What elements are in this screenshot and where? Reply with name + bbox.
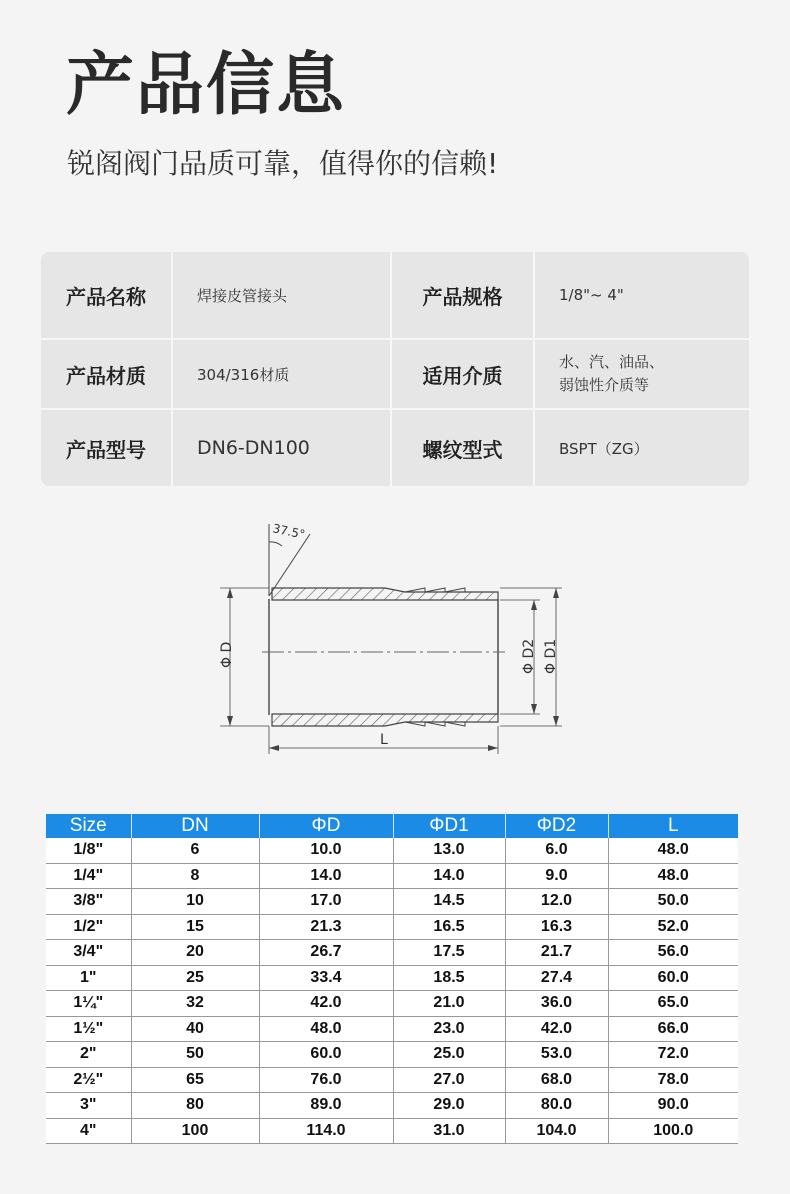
cell-dn: 20 <box>131 940 259 966</box>
cell-size: 1" <box>46 965 131 991</box>
col-header-l: L <box>608 814 738 838</box>
cell-phid2: 12.0 <box>505 889 608 915</box>
cell-size: 3/4" <box>46 940 131 966</box>
product-spec-value: 1/8"~ 4" <box>535 252 749 340</box>
cell-size: 3" <box>46 1093 131 1119</box>
cell-phid1: 23.0 <box>393 1016 505 1042</box>
cell-phid2: 68.0 <box>505 1067 608 1093</box>
cell-phid1: 27.0 <box>393 1067 505 1093</box>
cell-phid: 48.0 <box>259 1016 393 1042</box>
cell-phid2: 36.0 <box>505 991 608 1017</box>
applicable-medium-line-1: 水、汽、油品、 <box>559 352 665 371</box>
col-header-dn: DN <box>131 814 259 838</box>
table-row <box>46 940 738 966</box>
cell-size: 1/4" <box>46 863 131 889</box>
cell-phid2: 80.0 <box>505 1093 608 1119</box>
dim-d1-label: Φ D1 <box>543 638 559 674</box>
thread-type-label: 螺纹型式 <box>392 410 535 486</box>
cell-phid: 114.0 <box>259 1118 393 1144</box>
product-material-label: 产品材质 <box>41 340 173 410</box>
cell-dn: 32 <box>131 991 259 1017</box>
cell-phid: 76.0 <box>259 1067 393 1093</box>
table-row <box>46 1118 738 1144</box>
cell-phid2: 104.0 <box>505 1118 608 1144</box>
col-header-size: Size <box>46 814 131 838</box>
cell-l: 90.0 <box>608 1093 738 1119</box>
cell-size: 2½" <box>46 1067 131 1093</box>
thread-type-value: BSPT（ZG） <box>559 439 649 458</box>
product-name-label: 产品名称 <box>41 252 173 340</box>
cell-dn: 100 <box>131 1118 259 1144</box>
table-row <box>46 914 738 940</box>
cell-phid1: 25.0 <box>393 1042 505 1068</box>
cell-phid: 26.7 <box>259 940 393 966</box>
cell-phid2: 27.4 <box>505 965 608 991</box>
cell-size: 3/8" <box>46 889 131 915</box>
cell-phid: 10.0 <box>259 838 393 863</box>
cell-l: 65.0 <box>608 991 738 1017</box>
cell-dn: 65 <box>131 1067 259 1093</box>
product-model-value: DN6-DN100 <box>173 410 392 486</box>
hose-fitting-drawing <box>200 512 580 762</box>
cell-l: 52.0 <box>608 914 738 940</box>
cell-phid2: 53.0 <box>505 1042 608 1068</box>
cell-dn: 50 <box>131 1042 259 1068</box>
cell-phid1: 21.0 <box>393 991 505 1017</box>
applicable-medium-label: 适用介质 <box>392 340 535 410</box>
cell-size: 2" <box>46 1042 131 1068</box>
table-row <box>46 863 738 889</box>
cell-phid2: 21.7 <box>505 940 608 966</box>
cell-dn: 8 <box>131 863 259 889</box>
page-title: 产品信息 <box>66 46 347 125</box>
cell-dn: 80 <box>131 1093 259 1119</box>
cell-phid: 89.0 <box>259 1093 393 1119</box>
col-header-phid1: ΦD1 <box>393 814 505 838</box>
product-material-value: 304/316材质 <box>173 340 392 410</box>
table-row <box>46 1093 738 1119</box>
cell-size: 4" <box>46 1118 131 1144</box>
col-header-phid: ΦD <box>259 814 393 838</box>
col-header-phid2: ΦD2 <box>505 814 608 838</box>
table-row <box>46 1067 738 1093</box>
cell-dn: 10 <box>131 889 259 915</box>
cell-size: 1/8" <box>46 838 131 863</box>
cell-l: 78.0 <box>608 1067 738 1093</box>
product-model-label: 产品型号 <box>41 410 173 486</box>
table-row <box>46 1016 738 1042</box>
cell-l: 48.0 <box>608 863 738 889</box>
cell-phid: 21.3 <box>259 914 393 940</box>
cell-l: 50.0 <box>608 889 738 915</box>
cell-l: 56.0 <box>608 940 738 966</box>
cell-dn: 15 <box>131 914 259 940</box>
cell-phid1: 29.0 <box>393 1093 505 1119</box>
table-row <box>46 838 738 863</box>
spec-table <box>46 814 738 1144</box>
cell-phid: 33.4 <box>259 965 393 991</box>
cell-phid2: 9.0 <box>505 863 608 889</box>
table-row <box>46 889 738 915</box>
cell-l: 48.0 <box>608 838 738 863</box>
cell-phid1: 14.0 <box>393 863 505 889</box>
cell-dn: 25 <box>131 965 259 991</box>
cell-phid2: 16.3 <box>505 914 608 940</box>
table-row <box>46 965 738 991</box>
cell-dn: 40 <box>131 1016 259 1042</box>
cell-phid: 14.0 <box>259 863 393 889</box>
cell-phid: 42.0 <box>259 991 393 1017</box>
product-info-card <box>41 252 749 486</box>
cell-phid1: 31.0 <box>393 1118 505 1144</box>
cell-dn: 6 <box>131 838 259 863</box>
product-spec-label: 产品规格 <box>392 252 535 340</box>
dim-l-label: L <box>380 732 388 748</box>
table-header-row <box>46 814 738 838</box>
cell-phid1: 18.5 <box>393 965 505 991</box>
cell-phid1: 13.0 <box>393 838 505 863</box>
cell-l: 66.0 <box>608 1016 738 1042</box>
dim-d-label: Φ D <box>219 641 235 668</box>
angle-label: 37.5° <box>271 521 307 542</box>
cell-l: 72.0 <box>608 1042 738 1068</box>
cell-size: 1½" <box>46 1016 131 1042</box>
cell-phid2: 6.0 <box>505 838 608 863</box>
page-subtitle: 锐阁阀门品质可靠，值得你的信赖! <box>67 147 499 180</box>
cell-phid1: 14.5 <box>393 889 505 915</box>
dim-d2-label: Φ D2 <box>521 638 537 674</box>
applicable-medium-line-2: 弱蚀性介质等 <box>559 376 650 394</box>
cell-size: 1/2" <box>46 914 131 940</box>
cell-l: 60.0 <box>608 965 738 991</box>
table-row <box>46 1042 738 1068</box>
applicable-medium-value <box>535 340 749 410</box>
cell-phid1: 16.5 <box>393 914 505 940</box>
cell-phid: 17.0 <box>259 889 393 915</box>
cell-phid: 60.0 <box>259 1042 393 1068</box>
cell-phid1: 17.5 <box>393 940 505 966</box>
cell-phid2: 42.0 <box>505 1016 608 1042</box>
cell-size: 1¼" <box>46 991 131 1017</box>
product-name-value: 焊接皮管接头 <box>173 252 392 340</box>
cell-l: 100.0 <box>608 1118 738 1144</box>
table-row <box>46 991 738 1017</box>
